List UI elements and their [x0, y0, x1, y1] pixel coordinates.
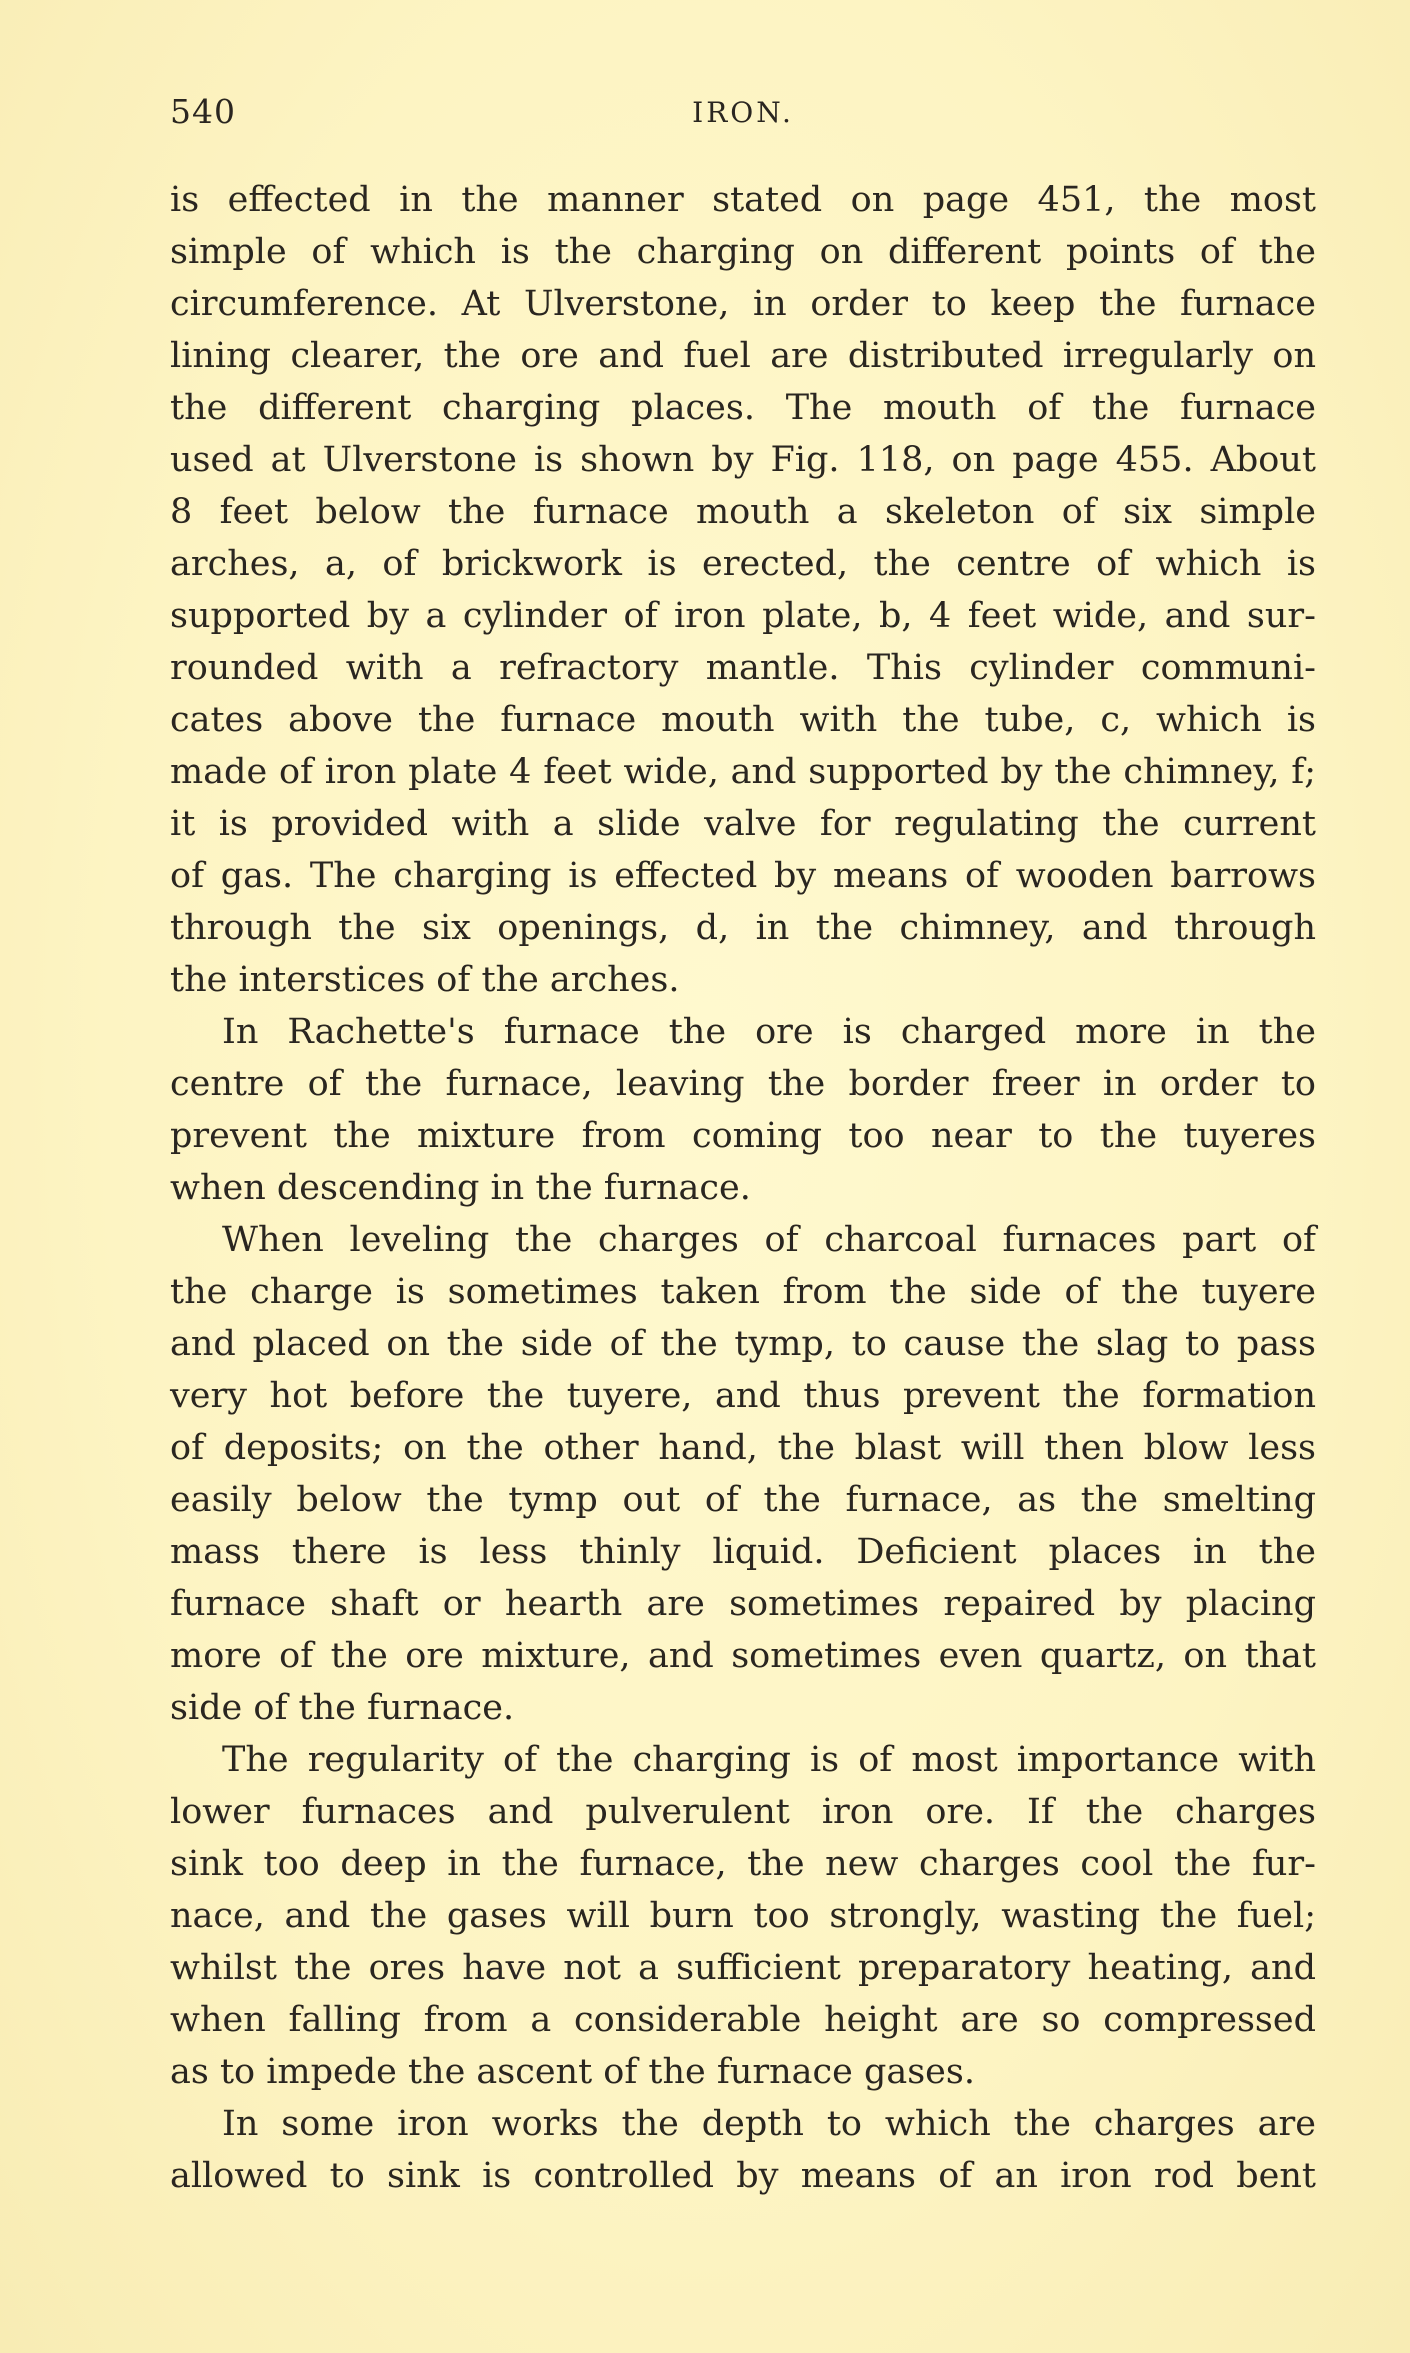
text-line: lower furnaces and pulverulent iron ore. If the charges: [170, 1792, 1316, 1832]
text-line: lining clearer, the ore and fuel are distributed irregularly on: [170, 336, 1316, 376]
text-line: prevent the mixture from coming too near to the tuyeres: [170, 1116, 1316, 1156]
text-line: sink too deep in the furnace, the new charges cool the fur-: [170, 1844, 1316, 1884]
page-number: 540: [170, 92, 236, 131]
text-line: allowed to sink is controlled by means of an iron rod bent: [170, 2156, 1316, 2196]
text-line: of gas. The charging is effected by means of wooden barrows: [170, 856, 1316, 896]
text-line: when descending in the furnace.: [170, 1168, 751, 1208]
text-line: arches, a, of brickwork is erected, the centre of which is: [170, 544, 1316, 584]
text-line: made of iron plate 4 feet wide, and supported by the chimney, f;: [170, 752, 1316, 792]
running-head: IRON.: [692, 96, 794, 129]
text-line: simple of which is the charging on different points of the: [170, 232, 1316, 272]
text-line: In Rachette's furnace the ore is charged more in the: [222, 1012, 1316, 1052]
text-line: when falling from a considerable height are so compressed: [170, 2000, 1316, 2040]
text-line: The regularity of the charging is of most importance with: [222, 1740, 1316, 1780]
text-line: supported by a cylinder of iron plate, b, 4 feet wide, and sur-: [170, 596, 1316, 636]
text-line: easily below the tymp out of the furnace, as the smelting: [170, 1480, 1316, 1520]
text-line: cates above the furnace mouth with the tube, c, which is: [170, 700, 1316, 740]
text-line: the charge is sometimes taken from the side of the tuyere: [170, 1272, 1316, 1312]
text-line: circumference. At Ulverstone, in order to keep the furnace: [170, 284, 1316, 324]
page-header: [170, 92, 1316, 142]
text-line: When leveling the charges of charcoal furnaces part of: [222, 1220, 1316, 1260]
text-line: more of the ore mixture, and sometimes even quartz, on that: [170, 1636, 1316, 1676]
text-line: the different charging places. The mouth of the furnace: [170, 388, 1316, 428]
text-line: side of the furnace.: [170, 1688, 515, 1728]
text-line: rounded with a refractory mantle. This cylinder communi-: [170, 648, 1316, 688]
body-text: [170, 174, 1316, 2202]
text-line: In some iron works the depth to which the charges are: [222, 2104, 1316, 2144]
text-line: of deposits; on the other hand, the blast will then blow less: [170, 1428, 1316, 1468]
text-line: very hot before the tuyere, and thus prevent the formation: [170, 1376, 1316, 1416]
text-line: the interstices of the arches.: [170, 960, 680, 1000]
text-line: as to impede the ascent of the furnace gases.: [170, 2052, 975, 2092]
text-line: 8 feet below the furnace mouth a skeleton of six simple: [170, 492, 1316, 532]
text-line: nace, and the gases will burn too strongly, wasting the fuel;: [170, 1896, 1316, 1936]
text-line: centre of the furnace, leaving the border freer in order to: [170, 1064, 1316, 1104]
text-line: through the six openings, d, in the chimney, and through: [170, 908, 1316, 948]
text-line: it is provided with a slide valve for regulating the current: [170, 804, 1316, 844]
text-line: is effected in the manner stated on page 451, the most: [170, 180, 1316, 220]
text-line: and placed on the side of the tymp, to cause the slag to pass: [170, 1324, 1316, 1364]
text-line: whilst the ores have not a sufficient preparatory heating, and: [170, 1948, 1316, 1988]
text-line: mass there is less thinly liquid. Deficient places in the: [170, 1532, 1316, 1572]
text-line: furnace shaft or hearth are sometimes repaired by placing: [170, 1584, 1316, 1624]
text-line: used at Ulverstone is shown by Fig. 118, on page 455. About: [170, 440, 1316, 480]
